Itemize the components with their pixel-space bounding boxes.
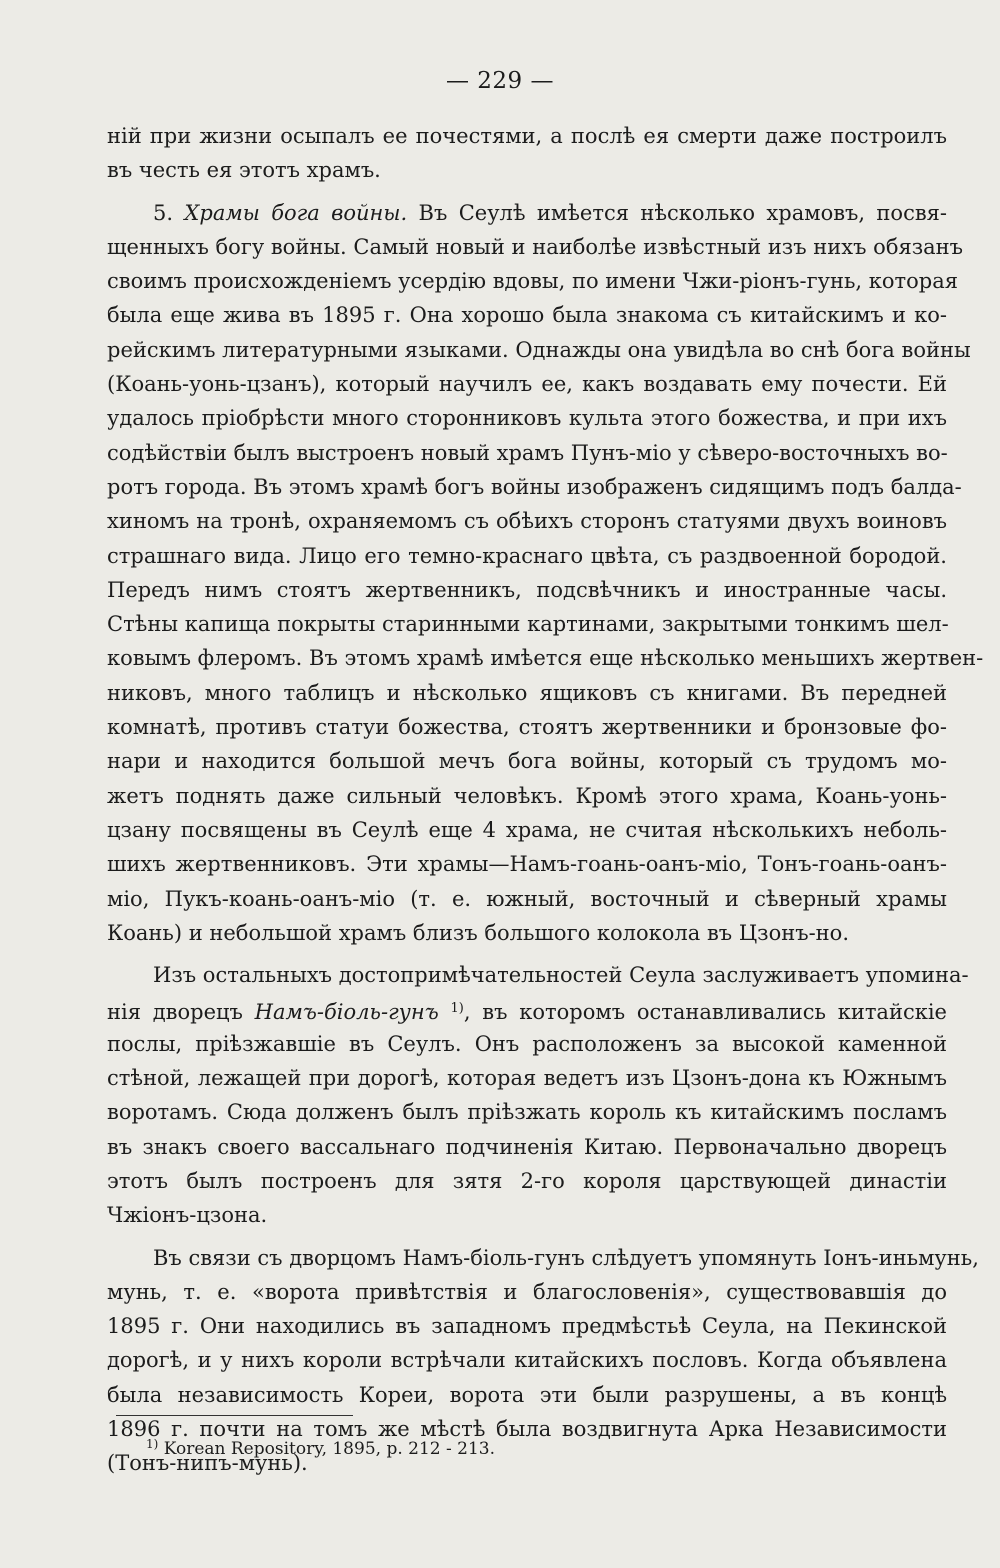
text-line: рейскимъ литературными языками. Однажды она увидѣла во снѣ бога войны bbox=[107, 337, 971, 362]
text-line: Коань) и небольшой храмъ близъ большого колокола въ Цзонъ-но. bbox=[107, 920, 849, 945]
text-line: въ честь ея этотъ храмъ. bbox=[107, 158, 381, 183]
page-number: — 229 — bbox=[445, 68, 555, 94]
text-line: щенныхъ богу войны. Самый новый и наиболѣе извѣстный изъ нихъ обязанъ bbox=[107, 234, 964, 259]
section-title: Храмы бога войны. bbox=[184, 200, 408, 225]
text-line: была независимость Кореи, ворота эти были разрушены, а въ концѣ bbox=[107, 1382, 947, 1407]
text-line: нари и находится большой мечъ бога войны, который съ трудомъ мо- bbox=[107, 749, 947, 774]
text-line: шихъ жертвенниковъ. Эти храмы—Намъ-гоань-оанъ-міо, Тонъ-гоань-оанъ- bbox=[107, 852, 947, 877]
paragraph bbox=[107, 196, 984, 951]
text-line: жетъ поднять даже сильный человѣкъ. Кромѣ этого храма, Коань-уонь- bbox=[107, 783, 947, 808]
text-run: , въ которомъ останавливались китайскіе bbox=[463, 1000, 947, 1025]
text-line: своимъ происхожденіемъ усердію вдовы, по имени Чжи-ріонъ-гунь, которая bbox=[107, 269, 959, 294]
footnote-marker: 1) bbox=[146, 1437, 159, 1451]
text-line: стѣной, лежащей при дорогѣ, которая ведетъ изъ Цзонъ-дона къ Южнымъ bbox=[107, 1066, 947, 1091]
text-line bbox=[107, 1241, 979, 1275]
text-line: Передъ нимъ стоятъ жертвенникъ, подсвѣчникъ и иностранные часы. bbox=[107, 577, 947, 602]
text-line: послы, пріѣзжавшіе въ Сеулъ. Онъ расположенъ за высокой каменной bbox=[107, 1031, 947, 1056]
text-line: комнатѣ, противъ статуи божества, стоятъ жертвенники и бронзовые фо- bbox=[107, 715, 947, 740]
text-line: дорогѣ, и у нихъ короли встрѣчали китайскихъ пословъ. Когда объявлена bbox=[107, 1348, 947, 1373]
text-line bbox=[107, 958, 969, 992]
text-line: была еще жива въ 1895 г. Она хорошо была знакома съ китайскимъ и ко- bbox=[107, 303, 947, 328]
text-run: Въ связи съ дворцомъ Намъ-біоль-гунъ слѣдуетъ упомянуть Іонъ-иньмунь, bbox=[153, 1245, 979, 1270]
text-line: никовъ, много таблицъ и нѣсколько ящиковъ съ книгами. Въ передней bbox=[107, 680, 947, 705]
text-line bbox=[107, 196, 947, 230]
text-line: (Тонъ-нипъ-мунь). bbox=[107, 1451, 308, 1476]
text-line: ротъ города. Въ этомъ храмѣ богъ войны изображенъ сидящимъ подъ балда- bbox=[107, 474, 962, 499]
section-number: 5. bbox=[153, 200, 174, 225]
text-run: Въ Сеулѣ имѣется нѣсколько храмовъ, посвя- bbox=[418, 200, 947, 225]
footnote bbox=[146, 1430, 495, 1463]
text-line: воротамъ. Сюда долженъ былъ пріѣзжать король къ китайскимъ посламъ bbox=[107, 1100, 947, 1125]
text-line: цзану посвящены въ Сеулѣ еще 4 храма, не считая нѣсколькихъ неболь- bbox=[107, 817, 947, 842]
text-line: страшнаго вида. Лицо его темно-краснаго цвѣта, съ раздвоенной бородой. bbox=[107, 543, 947, 568]
text-line bbox=[107, 992, 947, 1026]
footnote-ref: 1) bbox=[450, 1001, 464, 1017]
text-line: мунь, т. е. «ворота привѣтствія и благословенія», существовавшія до bbox=[107, 1279, 947, 1304]
text-line: міо, Пукъ-коань-оанъ-міо (т. е. южный, восточный и сѣверный храмы bbox=[107, 886, 947, 911]
footnote-divider bbox=[116, 1415, 353, 1416]
text-line: 1895 г. Они находились въ западномъ предмѣстьѣ Сеула, на Пекинской bbox=[107, 1314, 947, 1339]
footnote-text: Korean Repository, 1895, p. 212 - 213. bbox=[158, 1439, 495, 1459]
text-run: нія дворецъ bbox=[107, 1000, 243, 1025]
palace-name: Намъ-біоль-гунъ bbox=[254, 1000, 439, 1025]
text-line: Стѣны капища покрыты старинными картинами, закрытыми тонкимъ шел- bbox=[107, 612, 949, 637]
text-line: 1896 г. почти на томъ же мѣстѣ была воздвигнута Арка Независимости bbox=[107, 1416, 947, 1441]
body-text bbox=[107, 119, 984, 1481]
text-run: Изъ остальныхъ достопримѣчательностей Сеула заслуживаетъ упомина- bbox=[153, 963, 969, 988]
text-line: (Коань-уонь-цзанъ), который научилъ ее, какъ воздавать ему почести. Ей bbox=[107, 372, 947, 397]
paragraph bbox=[107, 119, 947, 188]
text-line: удалось пріобрѣсти много сторонниковъ культа этого божества, и при ихъ bbox=[107, 406, 947, 431]
paragraph bbox=[107, 958, 969, 1232]
text-line: ній при жизни осыпалъ ее почестями, а послѣ ея смерти даже построилъ bbox=[107, 124, 947, 148]
text-line: хиномъ на тронѣ, охраняемомъ съ обѣихъ сторонъ статуями двухъ воиновъ bbox=[107, 509, 947, 534]
text-line: этотъ былъ построенъ для зятя 2-го короля царствующей династіи bbox=[107, 1168, 947, 1193]
text-line: Чжіонъ-цзона. bbox=[107, 1203, 268, 1228]
text-line: содѣйствіи былъ выстроенъ новый храмъ Пунъ-міо у сѣверо-восточныхъ во- bbox=[107, 440, 948, 465]
text-line: въ знакъ своего вассальнаго подчиненія Китаю. Первоначально дворецъ bbox=[107, 1134, 947, 1159]
text-line: ковымъ флеромъ. Въ этомъ храмѣ имѣется еще нѣсколько меньшихъ жертвен- bbox=[107, 646, 984, 671]
